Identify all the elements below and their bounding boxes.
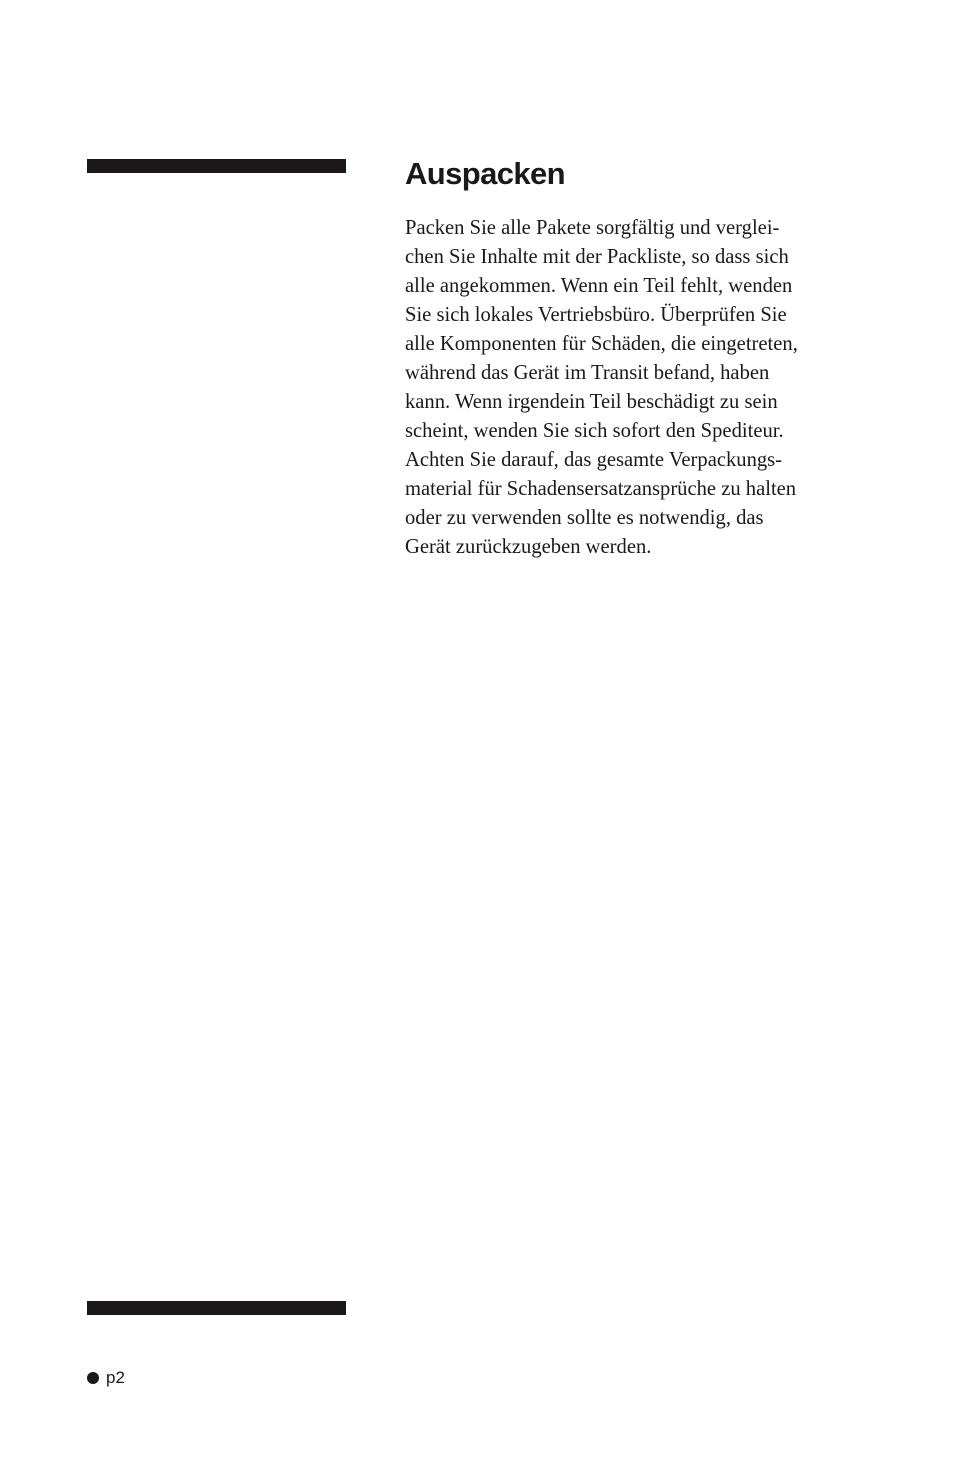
body-line: kann. Wenn irgendein Teil beschädigt zu sein: [405, 391, 778, 413]
body-line: Gerät zurückzugeben werden.: [405, 536, 652, 558]
body-line: alle angekommen. Wenn ein Teil fehlt, wenden: [405, 275, 793, 297]
section-body: [405, 214, 875, 562]
section-rule-top: [87, 159, 346, 173]
bullet-dot-icon: [87, 1372, 99, 1384]
body-line: Sie sich lokales Vertriebsbüro. Überprüfen Sie: [405, 304, 787, 326]
body-line: scheint, wenden Sie sich sofort den Spediteur.: [405, 420, 784, 442]
body-line: Achten Sie darauf, das gesamte Verpackungs-: [405, 449, 783, 471]
page-footer: [87, 1366, 125, 1390]
body-line: Packen Sie alle Pakete sorgfältig und verglei-: [405, 217, 780, 239]
page-number: p2: [106, 1368, 125, 1387]
body-line: während das Gerät im Transit befand, haben: [405, 362, 770, 384]
body-line: alle Komponenten für Schäden, die eingetreten,: [405, 333, 798, 355]
section-heading: Auspacken: [405, 156, 565, 191]
body-line: oder zu verwenden sollte es notwendig, das: [405, 507, 764, 529]
body-line: material für Schadensersatzansprüche zu halten: [405, 478, 797, 500]
footer-rule: [87, 1301, 346, 1315]
body-line: chen Sie Inhalte mit der Packliste, so dass sich: [405, 246, 789, 268]
